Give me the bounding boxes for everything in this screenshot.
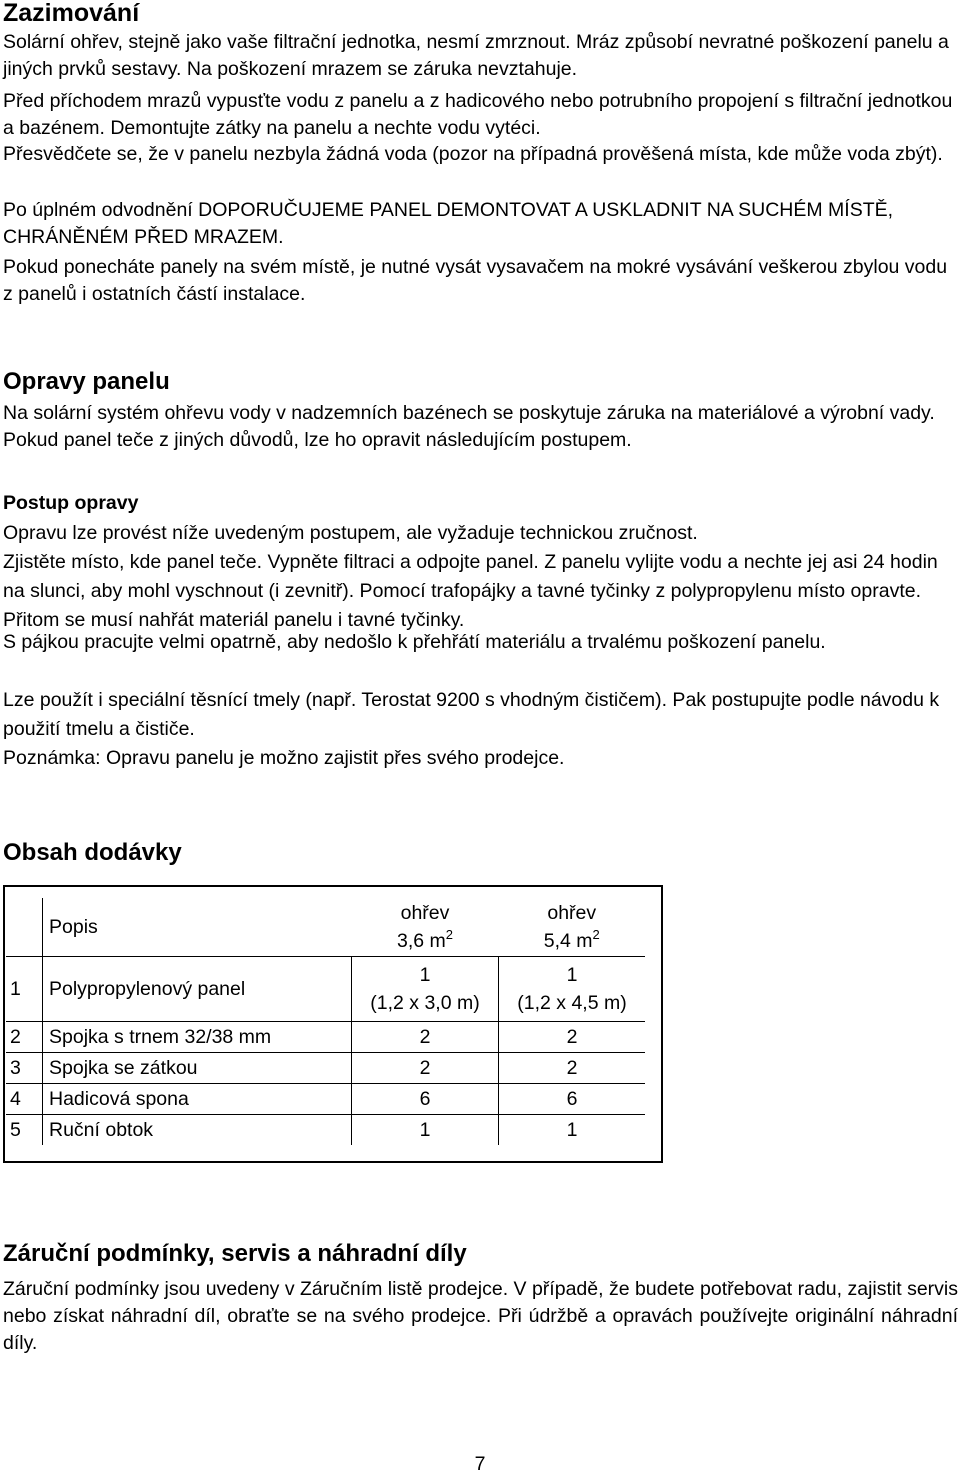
paragraph: Lze použít i speciální těsnící tmely (např. Terostat 9200 s vhodným čističem). Pak postupujte podle návodu k použití tmelu a čističe. xyxy=(3,689,940,740)
value-line: 1 xyxy=(419,964,431,986)
value-line: (1,2 x 3,0 m) xyxy=(370,992,480,1014)
item-value-col2: 1 xyxy=(499,1115,646,1146)
header-line: 3,6 m xyxy=(396,930,446,952)
table-row xyxy=(6,957,645,1022)
item-value-col2 xyxy=(499,957,646,1022)
table-header-popis: Popis xyxy=(49,916,98,938)
item-value-col1: 2 xyxy=(352,1053,499,1084)
paragraph: Přesvědčete se, že v panelu nezbyla žádná voda (pozor na případná prověšená místa, kde může voda zbýt). xyxy=(3,143,943,165)
table-header-col2 xyxy=(499,898,646,957)
table-header-col1 xyxy=(352,898,499,957)
item-name: Spojka s trnem 32/38 mm xyxy=(43,1022,352,1053)
row-number: 5 xyxy=(6,1115,43,1146)
table-row xyxy=(6,1115,645,1146)
header-line: ohřev xyxy=(547,902,597,924)
section-heading-zazimovani: Zazimování xyxy=(3,0,140,27)
item-value-col2: 2 xyxy=(499,1053,646,1084)
value-line: (1,2 x 4,5 m) xyxy=(517,992,627,1014)
table-row xyxy=(6,1053,645,1084)
item-name: Ruční obtok xyxy=(43,1115,352,1146)
row-number: 3 xyxy=(6,1053,43,1084)
item-name: Spojka se zátkou xyxy=(43,1053,352,1084)
section-heading-obsah: Obsah dodávky xyxy=(3,839,182,866)
item-name: Hadicová spona xyxy=(43,1084,352,1115)
table-row xyxy=(6,1084,645,1115)
row-number: 2 xyxy=(6,1022,43,1053)
item-value-col2: 2 xyxy=(499,1022,646,1053)
superscript: 2 xyxy=(592,927,600,942)
item-value-col1: 1 xyxy=(352,1115,499,1146)
header-line: ohřev xyxy=(400,902,450,924)
paragraph: Na solární systém ohřevu vody v nadzemních bazénech se poskytuje záruka na materiálové a výrobní vady. Pokud panel teče z jiných důvodů, lze ho opravit následujícím postupem. xyxy=(3,402,935,451)
paragraph: Zjistěte místo, kde panel teče. Vypněte filtraci a odpojte panel. Z panelu vylijte vodu a nechte jej asi 24 hodin na slunci, aby mohl vyschnout (i zevnitř). Pomocí trafopájky a tavné tyčinky z polypropylenu místo opravte. Přitom se musí nahřát materiál panelu i tavné tyčinky. xyxy=(3,551,938,631)
header-line: 5,4 m xyxy=(543,930,593,952)
item-value-col1: 6 xyxy=(352,1084,499,1115)
section-heading-zaruka: Záruční podmínky, servis a náhradní díly xyxy=(3,1240,467,1267)
paragraph: Záruční podmínky jsou uvedeny v Záručním listě prodejce. V případě, že budete potřebovat radu, zajistit servis nebo získat náhradní díl, obraťte se na svého prodejce. Při údržbě a opravách používejte originální náhradní díly. xyxy=(3,1278,958,1354)
section-heading-opravy: Opravy panelu xyxy=(3,368,170,395)
table-cell xyxy=(6,898,43,957)
item-value-col1 xyxy=(352,957,499,1022)
item-value-col1: 2 xyxy=(352,1022,499,1053)
paragraph: Solární ohřev, stejně jako vaše filtrační jednotka, nesmí zmrznout. Mráz způsobí nevratné poškození panelu a jiných prvků sestavy. Na poškození mrazem se záruka nevztahuje. xyxy=(3,31,949,80)
subsection-heading-postup: Postup opravy xyxy=(3,492,139,514)
item-name: Polypropylenový panel xyxy=(43,957,352,1022)
paragraph: Před příchodem mrazů vypusťte vodu z panelu a z hadicového nebo potrubního propojení s filtrační jednotkou a bazénem. Demontujte zátky na panelu a nechte vodu vytéci. xyxy=(3,90,953,139)
page-number: 7 xyxy=(474,1453,486,1475)
paragraph: Pokud ponecháte panely na svém místě, je nutné vysát vysavačem na mokré vysávání veškerou zbylou vodu z panelů i ostatních částí instalace. xyxy=(3,256,948,305)
paragraph: Poznámka: Opravu panelu je možno zajistit přes svého prodejce. xyxy=(3,747,565,769)
row-number: 1 xyxy=(6,957,43,1022)
row-number: 4 xyxy=(6,1084,43,1115)
paragraph: S pájkou pracujte velmi opatrně, aby nedošlo k přehřátí materiálu a trvalému poškození panelu. xyxy=(3,631,826,653)
paragraph: Po úplném odvodnění DOPORUČUJEME PANEL DEMONTOVAT A USKLADNIT NA SUCHÉM MÍSTĚ, CHRÁNĚNÉM PŘED MRAZEM. xyxy=(3,199,894,248)
contents-table xyxy=(6,898,645,1145)
superscript: 2 xyxy=(445,927,453,942)
table-row xyxy=(6,1022,645,1053)
item-value-col2: 6 xyxy=(499,1084,646,1115)
value-line: 1 xyxy=(566,964,578,986)
table-header-row xyxy=(6,898,645,957)
paragraph: Opravu lze provést níže uvedeným postupem, ale vyžaduje technickou zručnost. xyxy=(3,522,698,544)
